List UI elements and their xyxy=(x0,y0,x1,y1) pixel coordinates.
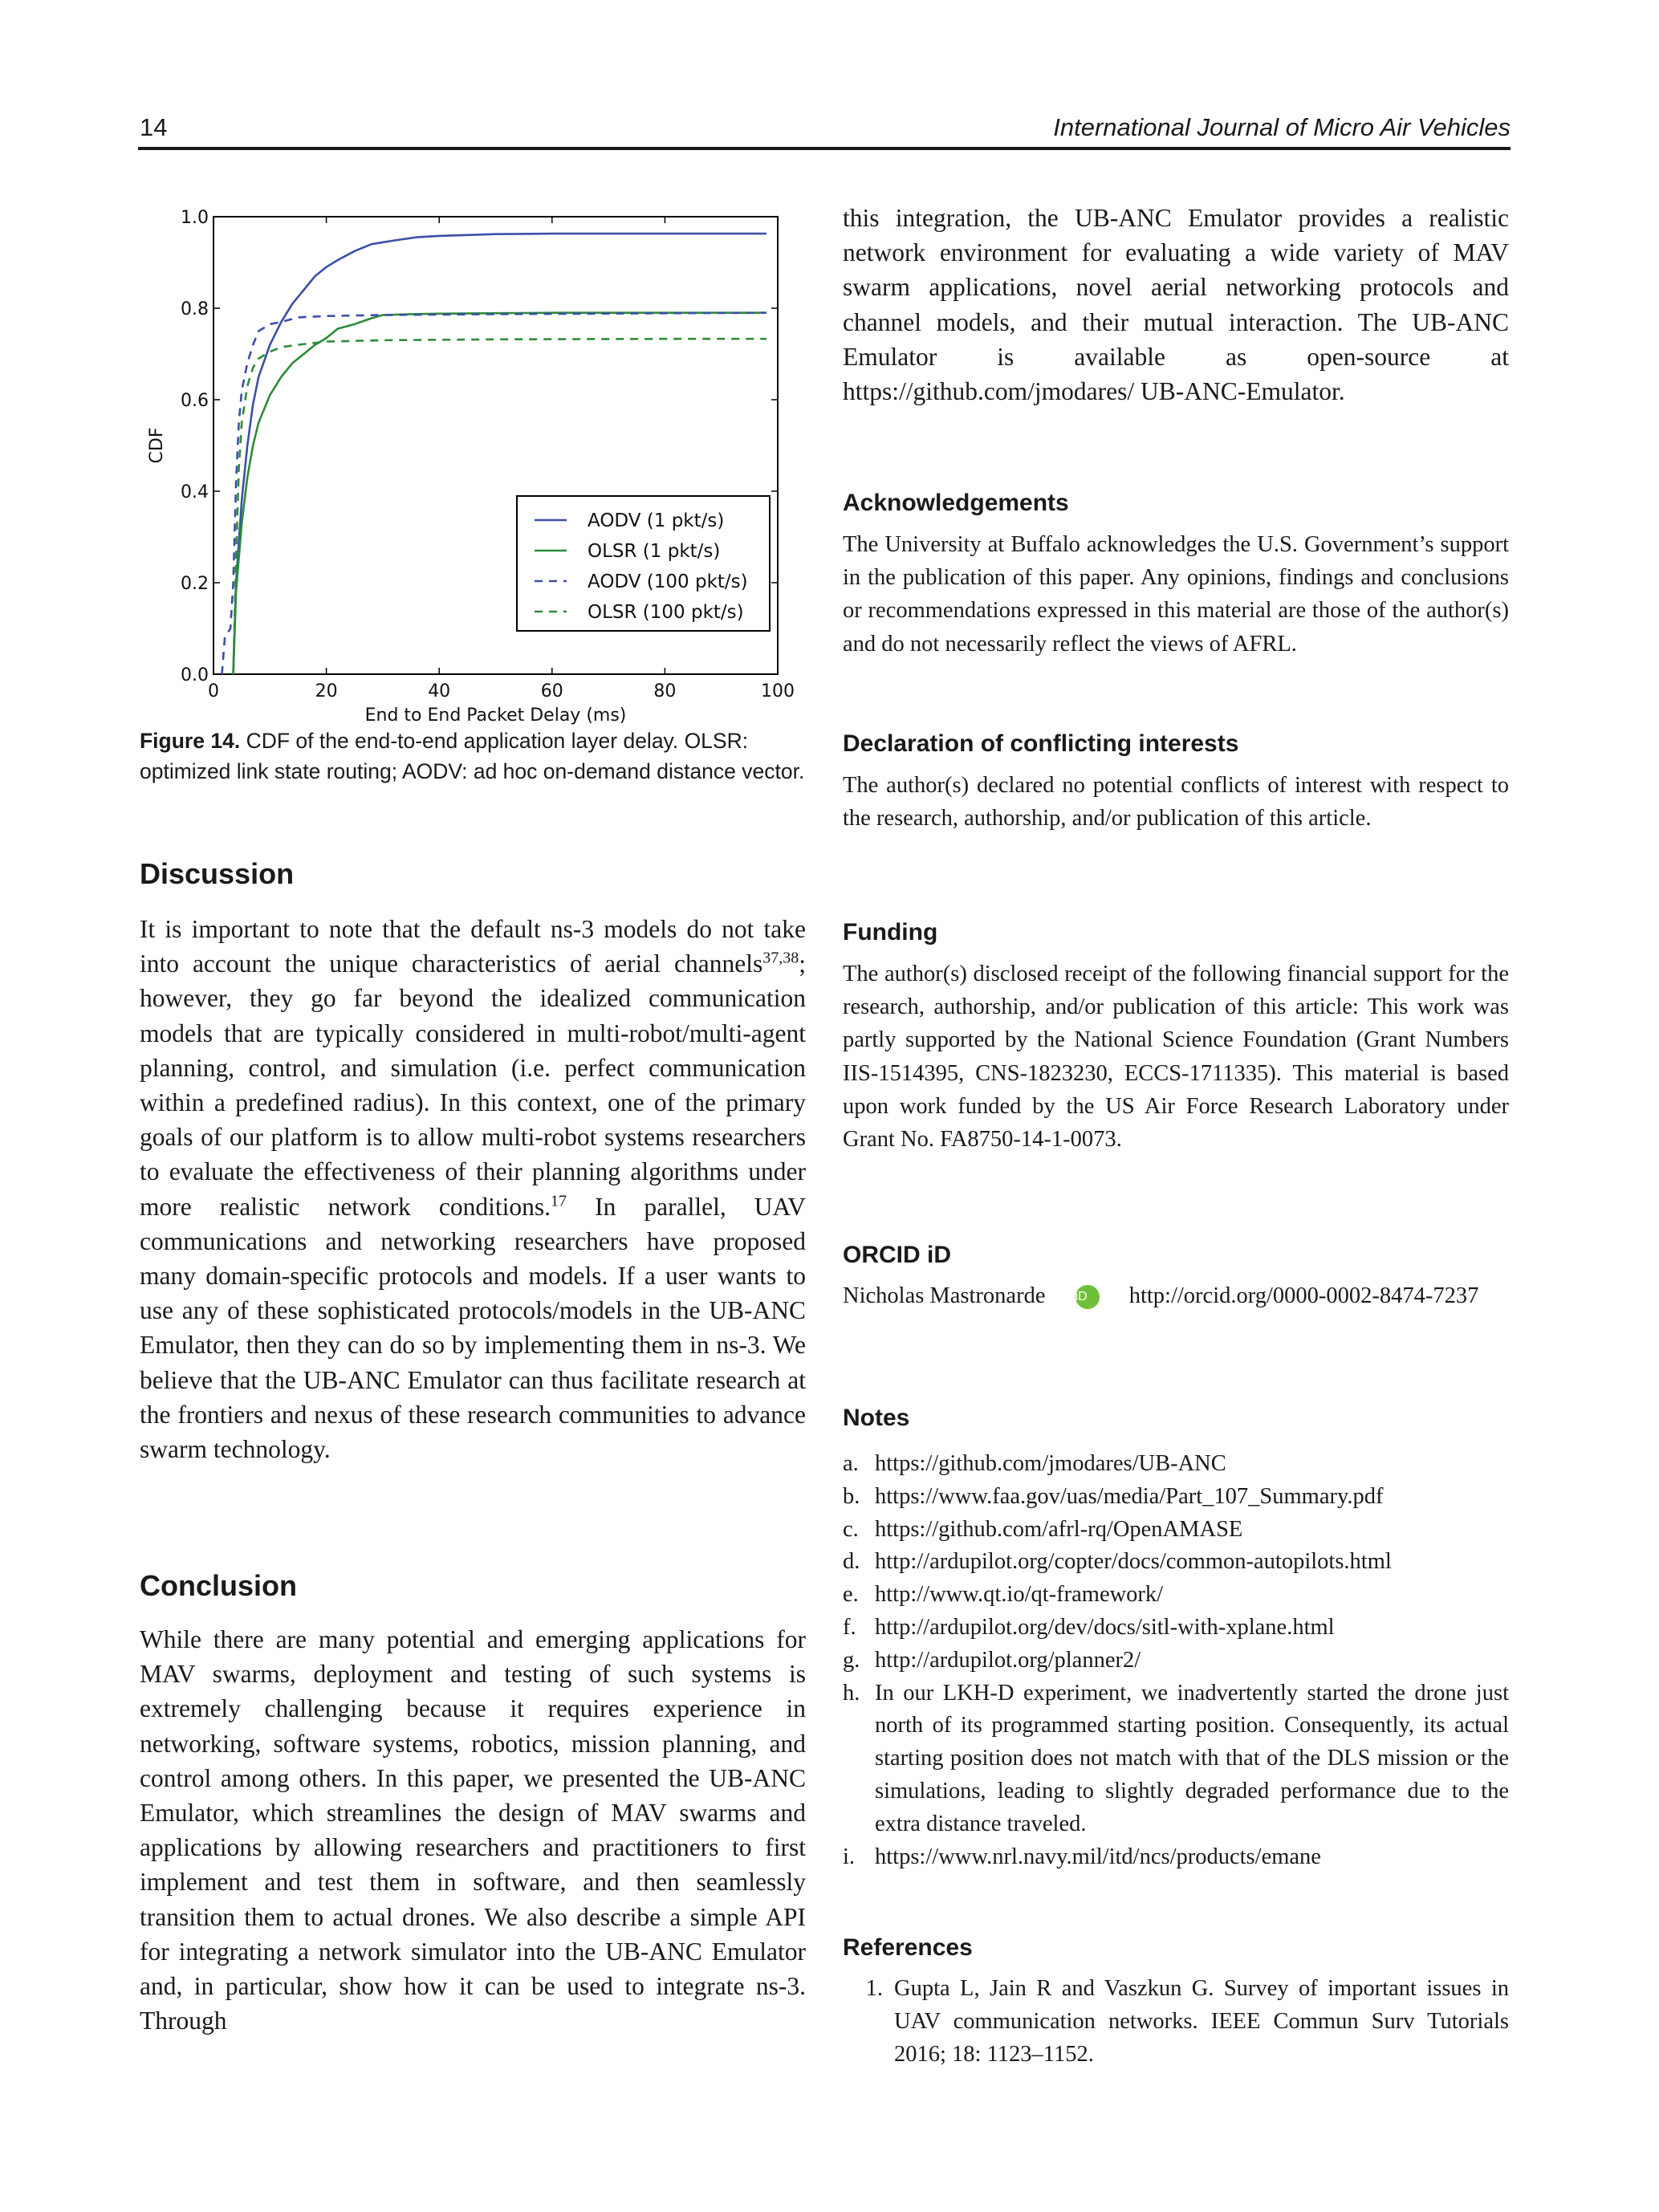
note-text: In our LKH-D experiment, we inadvertently started the drone just north of its programmed starting position. Consequently, its actual starting position does not match with that of the DLS mission or the simulations, leading to slightly degraded performance due to the extra distance traveled. xyxy=(875,1680,1509,1836)
y-tick-label: 0.4 xyxy=(181,482,209,502)
x-tick-label: 40 xyxy=(428,681,451,701)
x-tick-label: 60 xyxy=(540,681,563,701)
note-link[interactable]: https://www.nrl.navy.mil/itd/ncs/products/emane xyxy=(875,1844,1321,1869)
note-item: i. https://www.nrl.navy.mil/itd/ncs/products/emane xyxy=(843,1841,1509,1874)
x-axis-label: End to End Packet Delay (ms) xyxy=(364,705,627,726)
y-tick-label: 0.2 xyxy=(181,574,209,594)
y-tick-label: 0.0 xyxy=(181,665,209,685)
funding-heading: Funding xyxy=(843,919,938,945)
discussion-section xyxy=(140,857,806,1466)
note-item: g. http://ardupilot.org/planner2/ xyxy=(843,1645,1509,1677)
note-item: c. https://github.com/afrl-rq/OpenAMASE xyxy=(843,1514,1509,1547)
note-item: h. In our LKH-D experiment, we inadvertently started the drone just north of its programmed starting position. Consequently, its actual starting position does not match with that of the DLS mission or the simulations, leading to slightly degraded performance due to the extra distance traveled. xyxy=(843,1677,1509,1841)
legend-label: OLSR (100 pkt/s) xyxy=(588,602,744,623)
discussion-paragraph: It is important to note that the default ns-3 models do not take into account the unique characteristics of aerial channels$^{37,38}$; however, they go far beyond the idealized communication models that are typically considered in multi-robot/multi-agent planning, control, and simulation (i.e. perfect communication within a predefined radius). In this context, one of the primary goals of our platform is to allow multi-robot systems researchers to evaluate the effectiveness of their planning algorithms under more realistic network conditions.$^{17}$ In parallel, UAV communications and networking researchers have proposed many domain-specific protocols and models. If a user wants to use any of these sophisticated protocols/models in the UB-ANC Emulator, then they can do so by implementing them in ns-3. We believe that the UB-ANC Emulator can thus facilitate research at the frontiers and nexus of these research communities to advance swarm technology. xyxy=(140,915,806,1464)
x-tick-label: 80 xyxy=(653,681,677,701)
discussion-heading: Discussion xyxy=(140,857,295,890)
conclusion-section xyxy=(140,1569,806,2038)
citation[interactable]: 17 xyxy=(551,1192,567,1210)
conflicts-section xyxy=(843,730,1509,835)
note-item: b. https://www.faa.gov/uas/media/Part_107_Summary.pdf xyxy=(843,1481,1509,1514)
orcid-heading: ORCID iD xyxy=(843,1242,951,1268)
figure-caption xyxy=(140,726,806,787)
orcid-entry xyxy=(843,1280,1509,1313)
reference-item: 1. Gupta L, Jain R and Vaszkun G. Survey of important issues in UAV communication networks. IEEE Commun Surv Tutorials 2016; 18: 1123–1152. xyxy=(865,1976,1509,2067)
x-tick-label: 20 xyxy=(315,681,338,701)
legend-label: AODV (100 pkt/s) xyxy=(588,571,748,592)
running-header xyxy=(138,108,1511,150)
figure-caption-text: CDF of the end-to-end application layer delay. OLSR: optimized link state routing; AODV: ad hoc on-demand distance vector. xyxy=(140,729,805,783)
note-item: e. http://www.qt.io/qt-framework/ xyxy=(843,1579,1509,1612)
orcid-link[interactable]: http://orcid.org/0000-0002-8474-7237 xyxy=(1128,1283,1479,1308)
notes-list xyxy=(843,1448,1509,1873)
note-item: a. https://github.com/jmodares/UB-ANC xyxy=(843,1448,1509,1481)
note-link[interactable]: http://ardupilot.org/dev/docs/sitl-with-xplane.html xyxy=(875,1614,1335,1640)
citation[interactable]: 37,38 xyxy=(762,949,799,967)
acknowledgements-text: The University at Buffalo acknowledges the U.S. Government’s support in the publication of this paper. Any opinions, findings and conclusions or recommendations expressed in this material are those of the author(s) and do not necessarily reflect the views of AFRL. xyxy=(843,532,1509,657)
orcid-section xyxy=(843,1242,1509,1313)
journal-title: International Journal of Micro Air Vehicles xyxy=(1053,113,1511,141)
references-section xyxy=(843,1934,1509,2071)
note-link[interactable]: http://ardupilot.org/planner2/ xyxy=(875,1647,1141,1673)
references-heading: References xyxy=(843,1934,973,1961)
references-list xyxy=(843,1973,1509,2071)
orcid-icon[interactable]: iD xyxy=(1076,1285,1100,1309)
y-axis-label: CDF xyxy=(147,427,167,464)
x-tick-label: 0 xyxy=(208,681,219,701)
note-item: d. http://ardupilot.org/copter/docs/common-autopilots.html xyxy=(843,1546,1509,1579)
note-link[interactable]: http://ardupilot.org/copter/docs/common-autopilots.html xyxy=(875,1549,1392,1575)
note-item: f. http://ardupilot.org/dev/docs/sitl-with-xplane.html xyxy=(843,1612,1509,1645)
conclusion-paragraph: While there are many potential and emerging applications for MAV swarms, deployment and testing of such systems is extremely challenging because it requires experience in networking, software systems, robotics, mission planning, and control among others. In this paper, we presented the UB-ANC Emulator, which streamlines the design of MAV swarms and applications by allowing researchers and practitioners to first implement and test them in software, and then seamlessly transition them to actual drones. We also describe a simple API for integrating a network simulator into the UB-ANC Emulator and, in particular, show how it can be used to integrate ns-3. Through xyxy=(140,1625,806,2035)
orcid-author-name: Nicholas Mastronarde xyxy=(843,1283,1046,1308)
figure-14-chart xyxy=(140,201,806,726)
note-link[interactable]: https://www.faa.gov/uas/media/Part_107_Summary.pdf xyxy=(875,1483,1384,1509)
y-tick-label: 0.6 xyxy=(181,391,209,411)
legend-label: AODV (1 pkt/s) xyxy=(588,510,725,531)
funding-text: The author(s) disclosed receipt of the following financial support for the research, authorship, and/or publication of this article: This work was partly supported by the National Science Foundation (Grant Numbers IIS-1514395, CNS-1823230, ECCS-1711335). This material is based upon work funded by the US Air Force Research Laboratory under Grant No. FA8750-14-1-0073. xyxy=(843,962,1509,1153)
figure-label: Figure 14. xyxy=(140,729,241,753)
page-number: 14 xyxy=(140,113,168,141)
note-link[interactable]: https://github.com/jmodares/UB-ANC xyxy=(875,1451,1226,1476)
cdf-line-chart xyxy=(140,201,806,726)
x-tick-label: 100 xyxy=(761,681,795,701)
note-link[interactable]: http://www.qt.io/qt-framework/ xyxy=(875,1582,1164,1608)
notes-section xyxy=(843,1405,1509,1873)
funding-section xyxy=(843,919,1509,1156)
legend-label: OLSR (1 pkt/s) xyxy=(588,541,721,562)
y-tick-label: 0.8 xyxy=(181,299,209,319)
conflicts-text: The author(s) declared no potential conflicts of interest with respect to the research, authorship, and/or publication of this article. xyxy=(843,773,1509,832)
note-link[interactable]: https://github.com/afrl-rq/OpenAMASE xyxy=(875,1516,1243,1542)
notes-heading: Notes xyxy=(843,1405,910,1431)
chart-legend xyxy=(517,496,770,631)
acknowledgements-heading: Acknowledgements xyxy=(843,490,1069,516)
y-tick-label: 1.0 xyxy=(181,208,209,228)
conclusion-heading: Conclusion xyxy=(140,1569,297,1602)
conclusion-continuation: this integration, the UB-ANC Emulator provides a realistic network environment for evaluating a wide variety of MAV swarm applications, novel aerial networking protocols and channel models, and their mutual interaction. The UB-ANC Emulator is available as open-source at https://github.com/jmodares/ UB-ANC-Emulator. xyxy=(843,204,1509,406)
conflicts-heading: Declaration of conflicting interests xyxy=(843,730,1239,757)
chart-axes xyxy=(147,208,795,726)
acknowledgements-section xyxy=(843,490,1509,661)
